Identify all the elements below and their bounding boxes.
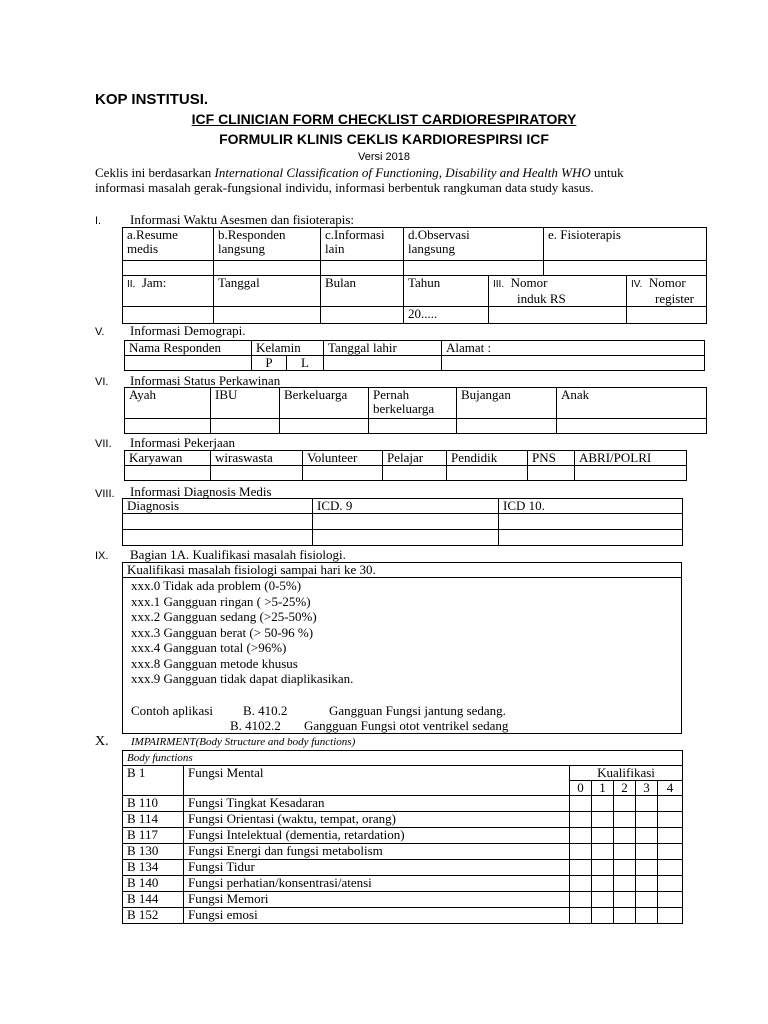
assessment-table — [122, 227, 707, 324]
tanggal-field[interactable] — [214, 307, 321, 324]
icd10-field[interactable] — [499, 530, 683, 546]
qual-3-cell[interactable] — [636, 908, 658, 924]
body-functions-header: Body functions — [123, 751, 683, 766]
qual-4-cell[interactable] — [658, 876, 683, 892]
kelamin-l-option[interactable]: L — [287, 356, 324, 371]
function-code: B 134 — [123, 860, 184, 876]
jam-field[interactable] — [123, 307, 214, 324]
nomor-register-header: IV. Nomor register — [627, 276, 707, 307]
table-row — [123, 876, 683, 892]
qual-1-cell[interactable] — [592, 796, 614, 812]
qual-0-cell[interactable] — [570, 828, 592, 844]
qual-0-cell[interactable] — [570, 908, 592, 924]
ibu-header: IBU — [211, 388, 280, 419]
function-label: Fungsi Energi dan fungsi metabolism — [184, 844, 570, 860]
karyawan-field[interactable] — [125, 466, 211, 481]
b1-code: B 1 — [123, 766, 184, 796]
qual-1-cell[interactable] — [592, 828, 614, 844]
diagnosis-table — [122, 498, 683, 546]
qual-2-cell[interactable] — [614, 812, 636, 828]
function-code: B 152 — [123, 908, 184, 924]
marital-status-table — [124, 387, 707, 434]
qual-2-cell[interactable] — [614, 908, 636, 924]
function-code: B 130 — [123, 844, 184, 860]
jam-header: II. Jam: — [123, 276, 214, 307]
kop-institusi: KOP INSTITUSI. — [95, 91, 209, 108]
bujangan-header: Bujangan — [457, 388, 557, 419]
resume-medis-field[interactable] — [123, 261, 214, 276]
list-item: xxx.0 Tidak ada problem (0-5%) — [131, 578, 302, 593]
icd9-field[interactable] — [313, 530, 499, 546]
pns-field[interactable] — [528, 466, 575, 481]
qual-1-cell[interactable] — [592, 876, 614, 892]
qual-1-cell[interactable] — [592, 908, 614, 924]
observasi-langsung-field[interactable] — [404, 261, 544, 276]
volunteer-header: Volunteer — [303, 451, 383, 466]
nama-responden-header: Nama Responden — [125, 341, 252, 356]
qual-0-cell[interactable] — [570, 860, 592, 876]
section-viii-number: VIII. — [95, 488, 115, 500]
pendidik-field[interactable] — [447, 466, 528, 481]
tanggal-lahir-header: Tanggal lahir — [324, 341, 442, 356]
pelajar-field[interactable] — [383, 466, 447, 481]
pernah-berkeluarga-header: Pernah berkeluarga — [369, 388, 457, 419]
table-row — [123, 844, 683, 860]
qualification-list — [131, 578, 353, 687]
intro-suffix: untuk — [590, 165, 624, 180]
impairment-table — [122, 750, 683, 924]
qualification-box-title: Kualifikasi masalah fisiologi sampai hari ke 30. — [123, 563, 682, 578]
function-code: B 110 — [123, 796, 184, 812]
qual-0-cell[interactable] — [570, 844, 592, 860]
ayah-field[interactable] — [125, 419, 211, 434]
contoh-aplikasi-label: Contoh aplikasi — [131, 703, 213, 718]
qual-4-cell[interactable] — [658, 812, 683, 828]
qual-3-cell[interactable] — [636, 812, 658, 828]
resume-medis-header: a.Resume medis — [123, 228, 214, 261]
intro-italic: International Classification of Functioning, Disability and Health WHO — [214, 165, 591, 180]
diagnosis-field[interactable] — [123, 530, 313, 546]
function-code: B 114 — [123, 812, 184, 828]
nomor-register-field[interactable] — [627, 307, 707, 324]
qual-3-header: 3 — [636, 781, 658, 796]
icd9-field[interactable] — [313, 514, 499, 530]
qual-2-cell[interactable] — [614, 844, 636, 860]
nama-responden-field[interactable] — [125, 356, 252, 371]
intro-text — [95, 165, 624, 181]
tahun-field[interactable]: 20..... — [404, 307, 489, 324]
qual-1-cell[interactable] — [592, 860, 614, 876]
pendidik-header: Pendidik — [447, 451, 528, 466]
table-row — [123, 812, 683, 828]
qual-4-cell[interactable] — [658, 796, 683, 812]
pelajar-header: Pelajar — [383, 451, 447, 466]
section-vii-number: VII. — [95, 438, 112, 450]
responden-langsung-header: b.Responden langsung — [214, 228, 321, 261]
qual-0-header: 0 — [570, 781, 592, 796]
wiraswasta-field[interactable] — [211, 466, 303, 481]
icd9-header: ICD. 9 — [313, 499, 499, 514]
section-i-number: I. — [95, 215, 102, 227]
occupation-table — [124, 450, 687, 481]
tanggal-header: Tanggal — [214, 276, 321, 307]
function-code: B 117 — [123, 828, 184, 844]
intro-line2: informasi masalah gerak-fungsional individu, informasi berbentuk rangkuman data study kasus. — [95, 180, 594, 195]
qual-4-cell[interactable] — [658, 844, 683, 860]
table-row — [123, 828, 683, 844]
table-row — [123, 796, 683, 812]
qual-1-cell[interactable] — [592, 892, 614, 908]
section-viii-title: Informasi Diagnosis Medis — [130, 484, 272, 499]
qual-2-cell[interactable] — [614, 796, 636, 812]
b1-label: Fungsi Mental — [184, 766, 570, 796]
qual-2-cell[interactable] — [614, 860, 636, 876]
anak-field[interactable] — [557, 419, 707, 434]
qual-1-cell[interactable] — [592, 812, 614, 828]
form-title-id: FORMULIR KLINIS CEKLIS KARDIORESPIRSI ICF — [219, 131, 549, 147]
function-label: Fungsi Orientasi (waktu, tempat, orang) — [184, 812, 570, 828]
informasi-lain-header: c.Informasi lain — [321, 228, 404, 261]
function-label: Fungsi emosi — [184, 908, 570, 924]
table-row — [123, 892, 683, 908]
qual-4-cell[interactable] — [658, 860, 683, 876]
qual-4-header: 4 — [658, 781, 683, 796]
qual-2-cell[interactable] — [614, 876, 636, 892]
tanggal-lahir-field[interactable] — [324, 356, 442, 371]
example-2-code: B. 4102.2 — [230, 718, 281, 733]
karyawan-header: Karyawan — [125, 451, 211, 466]
section-ix-number: IX. — [95, 550, 109, 562]
diagnosis-header: Diagnosis — [123, 499, 313, 514]
bulan-header: Bulan — [321, 276, 404, 307]
function-label: Fungsi Memori — [184, 892, 570, 908]
function-label: Fungsi Tidur — [184, 860, 570, 876]
qual-2-header: 2 — [614, 781, 636, 796]
function-label: Fungsi perhatian/konsentrasi/atensi — [184, 876, 570, 892]
section-v-number: V. — [95, 326, 105, 338]
nomor-induk-rs-header: III. Nomor induk RS — [489, 276, 627, 307]
qual-3-cell[interactable] — [636, 844, 658, 860]
berkeluarga-field[interactable] — [280, 419, 369, 434]
example-1-code: B. 410.2 — [243, 703, 288, 718]
icd10-header: ICD 10. — [499, 499, 683, 514]
qual-4-cell[interactable] — [658, 908, 683, 924]
section-x-number: X. — [95, 734, 109, 749]
ibu-field[interactable] — [211, 419, 280, 434]
pernah-berkeluarga-field[interactable] — [369, 419, 457, 434]
icd10-field[interactable] — [499, 514, 683, 530]
qual-0-cell[interactable] — [570, 812, 592, 828]
form-title-en: ICF CLINICIAN FORM CHECKLIST CARDIORESPIRATORY — [191, 111, 577, 127]
example-2-text: Gangguan Fungsi otot ventrikel sedang — [304, 718, 509, 733]
diagnosis-field[interactable] — [123, 514, 313, 530]
qual-2-cell[interactable] — [614, 892, 636, 908]
volunteer-field[interactable] — [303, 466, 383, 481]
informasi-lain-field[interactable] — [321, 261, 404, 276]
qual-3-cell[interactable] — [636, 828, 658, 844]
alamat-field[interactable] — [442, 356, 705, 371]
function-label: Fungsi Intelektual (dementia, retardation) — [184, 828, 570, 844]
function-label: Fungsi Tingkat Kesadaran — [184, 796, 570, 812]
demographic-table — [124, 340, 705, 371]
table-row — [123, 908, 683, 924]
list-item: xxx.9 Gangguan tidak dapat diaplikasikan. — [131, 671, 354, 686]
function-code: B 140 — [123, 876, 184, 892]
example-1-text: Gangguan Fungsi jantung sedang. — [329, 703, 506, 718]
alamat-header: Alamat : — [442, 341, 705, 356]
list-item: xxx.8 Gangguan metode khusus — [131, 655, 298, 671]
section-x-title: IMPAIRMENT(Body Structure and body functions) — [131, 736, 356, 748]
fisioterapis-field[interactable] — [544, 261, 707, 276]
qual-1-cell[interactable] — [592, 844, 614, 860]
kelamin-header: Kelamin — [252, 341, 324, 356]
qual-3-cell[interactable] — [636, 892, 658, 908]
qual-3-cell[interactable] — [636, 796, 658, 812]
observasi-langsung-header: d.Observasi langsung — [404, 228, 544, 261]
qual-2-cell[interactable] — [614, 828, 636, 844]
kelamin-p-option[interactable]: P — [252, 356, 287, 371]
section-i-title: Informasi Waktu Asesmen dan fisioterapis: — [130, 212, 355, 227]
qual-0-cell[interactable] — [570, 876, 592, 892]
list-item: xxx.2 Gangguan sedang (>25-50%) — [131, 609, 317, 624]
qual-4-cell[interactable] — [658, 892, 683, 908]
kualifikasi-header: Kualifikasi — [570, 766, 683, 781]
section-vi-title: Informasi Status Perkawinan — [130, 373, 281, 388]
ayah-header: Ayah — [125, 388, 211, 419]
qual-3-cell[interactable] — [636, 876, 658, 892]
qual-1-header: 1 — [592, 781, 614, 796]
function-code: B 144 — [123, 892, 184, 908]
bujangan-field[interactable] — [457, 419, 557, 434]
nomor-induk-rs-field[interactable] — [489, 307, 627, 324]
qual-0-cell[interactable] — [570, 796, 592, 812]
intro-prefix: Ceklis ini berdasarkan — [95, 165, 215, 180]
responden-langsung-field[interactable] — [214, 261, 321, 276]
pns-header: PNS — [528, 451, 575, 466]
bulan-field[interactable] — [321, 307, 404, 324]
anak-header: Anak — [557, 388, 707, 419]
tahun-header: Tahun — [404, 276, 489, 307]
section-v-title: Informasi Demograpi. — [130, 323, 246, 338]
list-item: xxx.4 Gangguan total (>96%) — [131, 640, 287, 655]
berkeluarga-header: Berkeluarga — [280, 388, 369, 419]
fisioterapis-header: e. Fisioterapis — [544, 228, 707, 261]
list-item: xxx.1 Gangguan ringan ( >5-25%) — [131, 593, 311, 609]
list-item: xxx.3 Gangguan berat (> 50-96 %) — [131, 624, 314, 640]
abri-polri-header: ABRI/POLRI — [575, 451, 687, 466]
abri-polri-field[interactable] — [575, 466, 687, 481]
section-vi-number: VI. — [95, 376, 109, 388]
section-ix-title: Bagian 1A. Kualifikasi masalah fisiologi. — [130, 547, 346, 562]
table-row — [123, 860, 683, 876]
qual-3-cell[interactable] — [636, 860, 658, 876]
wiraswasta-header: wiraswasta — [211, 451, 303, 466]
qual-4-cell[interactable] — [658, 828, 683, 844]
qual-0-cell[interactable] — [570, 892, 592, 908]
form-version: Versi 2018 — [358, 151, 410, 163]
section-vii-title: Informasi Pekerjaan — [130, 435, 236, 450]
